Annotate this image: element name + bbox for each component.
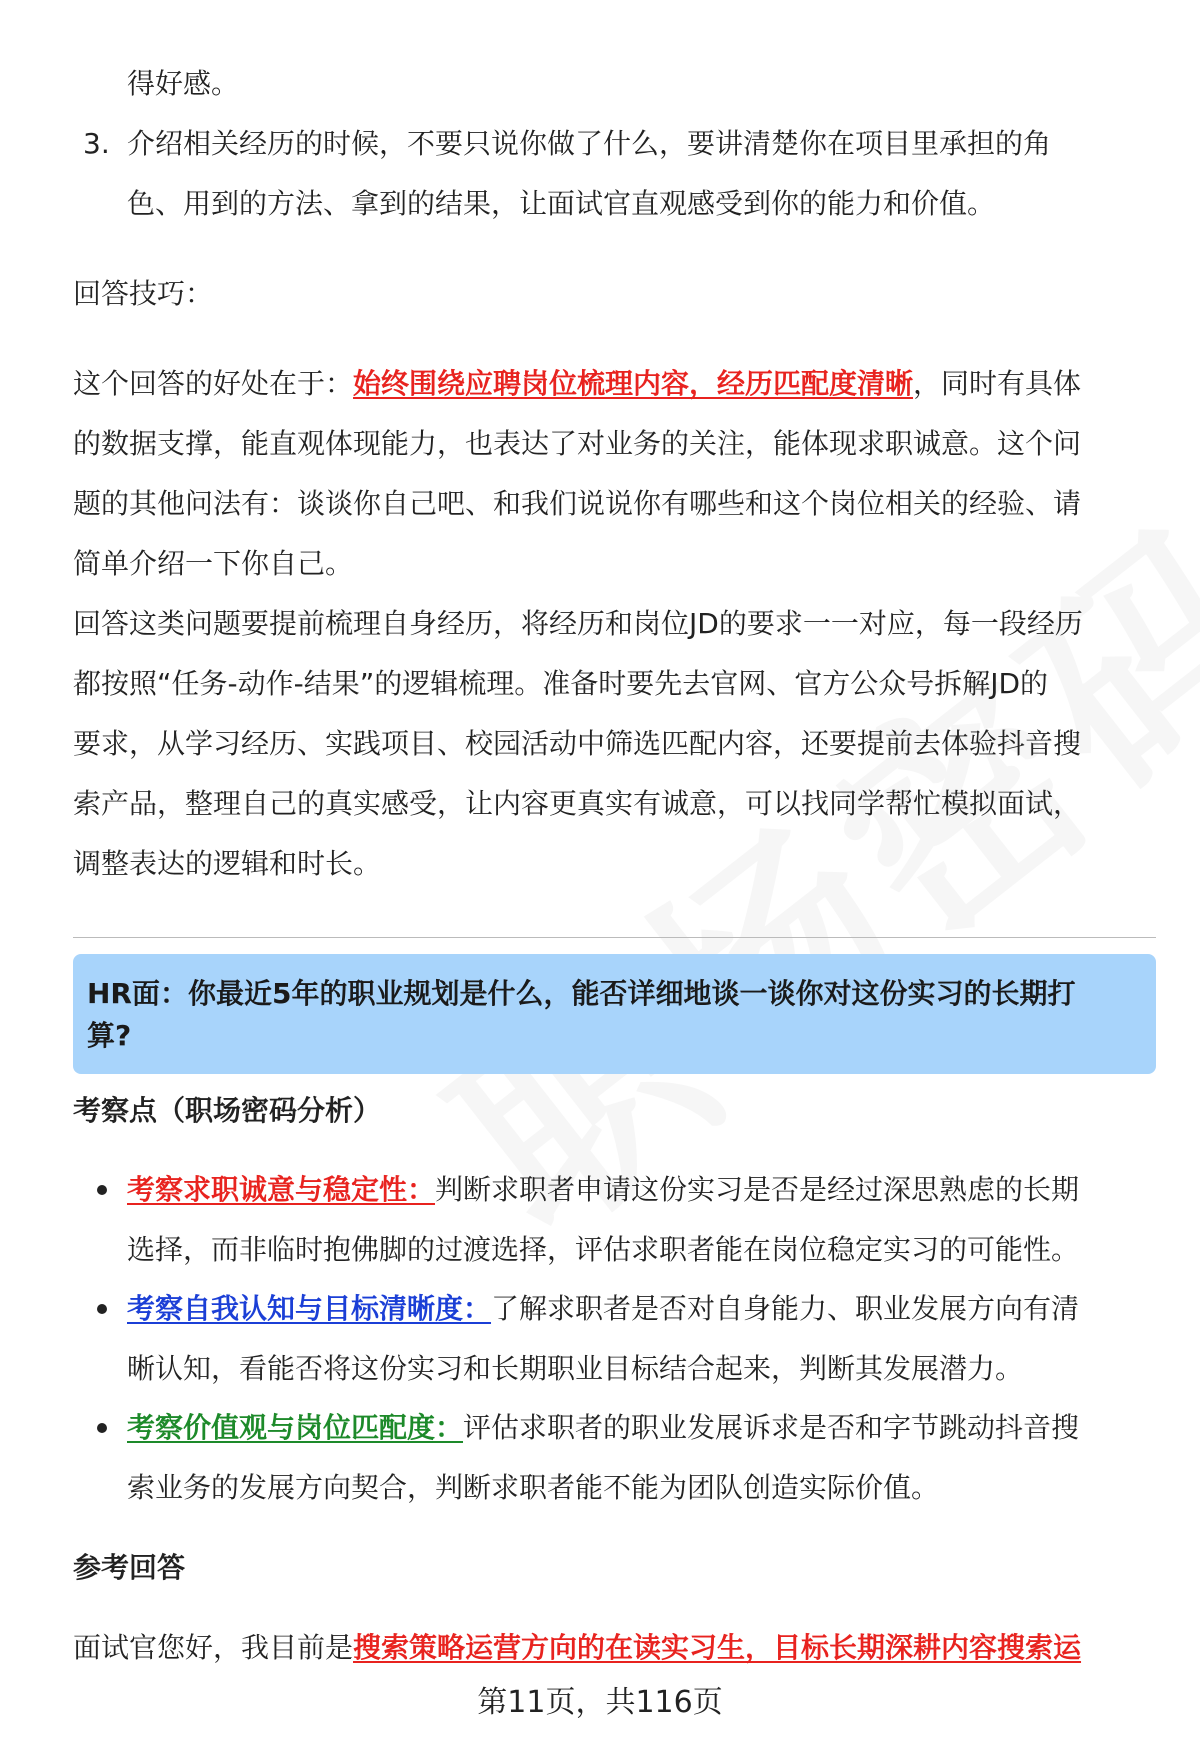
analysis-bullet-2-label: 考察自我认知与目标清晰度： <box>127 1292 492 1325</box>
analysis-bullet-1-label: 考察求职诚意与稳定性： <box>127 1173 436 1206</box>
reference-line1 <box>73 1628 1081 1668</box>
tips-paragraph-1-line1 <box>73 364 1081 404</box>
list-item-3-line1: 介绍相关经历的时候，不要只说你做了什么，要讲清楚你在项目里承担的角 <box>127 127 1052 160</box>
analysis-bullet-2-line1 <box>127 1289 1079 1329</box>
tips-heading: 回答技巧： <box>73 277 214 310</box>
tips-paragraph-1-line2: 的数据支撑，能直观体现能力，也表达了对业务的关注，能体现求职诚意。这个问 <box>73 427 1082 460</box>
analysis-bullet-1-text: 判断求职者申请这份实习是否是经过深思熟虑的长期 <box>435 1173 1080 1206</box>
analysis-bullet-3-label: 考察价值观与岗位匹配度： <box>127 1411 464 1444</box>
analysis-bullet-3-text: 评估求职者的职业发展诉求是否和字节跳动抖音搜 <box>463 1411 1080 1444</box>
analysis-bullet-1-line2: 选择，而非临时抱佛脚的过渡选择，评估求职者能在岗位稳定实习的可能性。 <box>127 1233 1080 1266</box>
analysis-bullet-1-line1 <box>127 1170 1079 1210</box>
reference-highlight: 搜索策略运营方向的在读实习生，目标长期深耕内容搜索运 <box>353 1631 1082 1664</box>
list-item-3-line2: 色、用到的方法、拿到的结果，让面试官直观感受到你的能力和价值。 <box>127 187 996 220</box>
list-number: 3. <box>83 127 110 160</box>
tips-p1-suffix: ，同时有具体 <box>913 367 1082 400</box>
analysis-bullet-2-line2: 晰认知，看能否将这份实习和长期职业目标结合起来，判断其发展潜力。 <box>127 1352 1024 1385</box>
analysis-bullet-2-text: 了解求职者是否对自身能力、职业发展方向有清 <box>491 1292 1080 1325</box>
tips-paragraph-2-line2: 都按照“任务-动作-结果”的逻辑梳理。准备时要先去官网、官方公众号拆解JD的 <box>73 667 1049 700</box>
tips-paragraph-2-line4: 索产品，整理自己的真实感受，让内容更真实有诚意，可以找同学帮忙模拟面试， <box>73 787 1082 820</box>
reference-heading: 参考回答 <box>73 1551 186 1584</box>
analysis-bullet-3-line2: 索业务的发展方向契合，判断求职者能不能为团队创造实际价值。 <box>127 1471 940 1504</box>
watermark <box>380 440 1200 1292</box>
tips-paragraph-1-line3: 题的其他问法有：谈谈你自己吧、和我们说说你有哪些和这个岗位相关的经验、请 <box>73 487 1082 520</box>
question-box <box>73 954 1156 1074</box>
tips-paragraph-2-line5: 调整表达的逻辑和时长。 <box>73 847 382 880</box>
reference-prefix: 面试官您好，我目前是 <box>73 1631 354 1664</box>
tips-paragraph-2-line1: 回答这类问题要提前梳理自身经历，将经历和岗位JD的要求一一对应，每一段经历 <box>73 607 1083 640</box>
question-line2: 算? <box>87 1019 132 1052</box>
bullet-dot <box>97 1304 107 1314</box>
list-continuation: 得好感。 <box>127 67 240 100</box>
tips-paragraph-2-line3: 要求，从学习经历、实践项目、校园活动中筛选匹配内容，还要提前去体验抖音搜 <box>73 727 1082 760</box>
question-line1: HR面：你最近5年的职业规划是什么，能否详细地谈一谈你对这份实习的长期打 <box>87 977 1076 1010</box>
section-divider <box>73 937 1156 938</box>
tips-p1-highlight: 始终围绕应聘岗位梳理内容，经历匹配度清晰 <box>353 367 914 400</box>
tips-paragraph-1-line4: 简单介绍一下你自己。 <box>73 547 354 580</box>
analysis-bullet-3-line1 <box>127 1408 1079 1448</box>
tips-p1-prefix: 这个回答的好处在于： <box>73 367 354 400</box>
bullet-dot <box>97 1185 107 1195</box>
bullet-dot <box>97 1423 107 1433</box>
analysis-heading: 考察点（职场密码分析） <box>73 1094 382 1127</box>
page-number: 第11页，共116页 <box>477 1685 723 1720</box>
